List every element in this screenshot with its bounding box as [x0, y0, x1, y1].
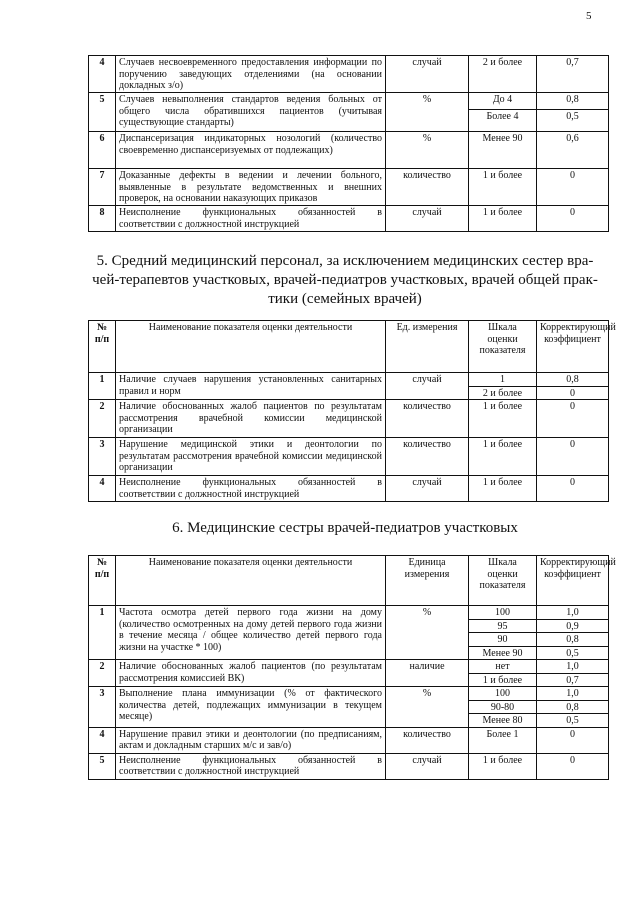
indicator-name: Неисполнение функциональных обязанностей в соответствии с должностной инструкцией [116, 753, 386, 779]
row-number: 8 [89, 206, 116, 232]
section-5-title-line: 5. Средний медицинский персонал, за исключением медицинских сестер вра- [96, 253, 594, 269]
row-number: 6 [89, 132, 116, 169]
table-row [89, 373, 609, 387]
section-5-title [80, 252, 610, 309]
coefficient-cell: 0,8 [537, 633, 609, 647]
table-row [89, 169, 609, 206]
coefficient-cell: 1,0 [537, 687, 609, 701]
scale-cell: 2 и более [469, 56, 537, 93]
indicator-name: Диспансеризация индикаторных нозологий (количество своевременно диспансеризуемых от подлежащих) [116, 132, 386, 169]
header-number: № п/п [89, 556, 116, 606]
section-6-title: 6. Медицинские сестры врачей-педиатров участковых [172, 520, 518, 536]
table-row [89, 753, 609, 779]
header-unit: Единица измерения [386, 556, 469, 606]
scale-cell: 1 [469, 373, 537, 387]
row-number: 2 [89, 660, 116, 687]
scale-cell: Менее 80 [469, 714, 537, 728]
coefficient-cell: 0 [537, 386, 609, 400]
coefficient-cell: 1,0 [537, 606, 609, 620]
indicator-name: Неисполнение функциональных обязанностей в соответствии с должностной инструкцией [116, 206, 386, 232]
coefficient-cell: 0 [537, 400, 609, 438]
row-number: 2 [89, 400, 116, 438]
scale-cell: 100 [469, 606, 537, 620]
section-5-title-line: чей-терапевтов участковых, врачей-педиатров участковых, врачей общей прак- [92, 272, 598, 288]
row-number: 3 [89, 687, 116, 728]
coefficient-cell: 0,7 [537, 673, 609, 687]
scale-cell: 1 и более [469, 673, 537, 687]
indicator-name: Случаев невыполнения стандартов ведения больных от общего числа обратившихся пациентов (учитывая существующие стандарты) [116, 93, 386, 132]
scale-cell: 1 и более [469, 438, 537, 476]
coefficient-cell: 0,8 [537, 373, 609, 387]
table-row [89, 727, 609, 753]
scale-cell: Менее 90 [469, 132, 537, 169]
unit-cell: количество [386, 727, 469, 753]
indicator-name: Неисполнение функциональных обязанностей в соответствии с должностной инструкцией [116, 476, 386, 502]
header-unit: Ед. измерения [386, 321, 469, 373]
unit-cell: % [386, 606, 469, 660]
table-row [89, 132, 609, 169]
table-row [89, 93, 609, 110]
unit-cell: случай [386, 753, 469, 779]
unit-cell: случай [386, 373, 469, 400]
table-row [89, 438, 609, 476]
row-number: 4 [89, 56, 116, 93]
table-row [89, 206, 609, 232]
scale-cell: Более 1 [469, 727, 537, 753]
coefficient-cell: 0,5 [537, 110, 609, 132]
scale-cell: До 4 [469, 93, 537, 110]
indicator-name: Случаев несвоевременного предоставления информации по поручению заведующих отделениями (на основании докладных з/о) [116, 56, 386, 93]
unit-cell: количество [386, 400, 469, 438]
scale-cell: 100 [469, 687, 537, 701]
scale-cell: нет [469, 660, 537, 674]
header-number: № п/п [89, 321, 116, 373]
scale-cell: Более 4 [469, 110, 537, 132]
unit-cell: % [386, 93, 469, 132]
row-number: 7 [89, 169, 116, 206]
scale-cell: 90-80 [469, 700, 537, 714]
performance-table-continued [88, 55, 609, 232]
coefficient-cell: 0,8 [537, 700, 609, 714]
row-number: 1 [89, 606, 116, 660]
unit-cell: случай [386, 56, 469, 93]
coefficient-cell: 0,7 [537, 56, 609, 93]
row-number: 4 [89, 476, 116, 502]
coefficient-cell: 0 [537, 753, 609, 779]
unit-cell: наличие [386, 660, 469, 687]
page-number: 5 [586, 10, 592, 22]
coefficient-cell: 0,8 [537, 93, 609, 110]
header-indicator: Наименование показателя оценки деятельности [116, 556, 386, 606]
header-coefficient: Корректирующий коэффициент [537, 556, 609, 606]
coefficient-cell: 0 [537, 206, 609, 232]
coefficient-cell: 0 [537, 476, 609, 502]
coefficient-cell: 0 [537, 169, 609, 206]
table-header-row [89, 321, 609, 373]
header-scale: Шкала оценки показателя [469, 556, 537, 606]
scale-cell: 90 [469, 633, 537, 647]
row-number: 3 [89, 438, 116, 476]
indicator-name: Наличие обоснованных жалоб пациентов (по результатам рассмотрения комиссией ВК) [116, 660, 386, 687]
unit-cell: количество [386, 169, 469, 206]
coefficient-cell: 0 [537, 727, 609, 753]
header-indicator: Наименование показателя оценки деятельности [116, 321, 386, 373]
row-number: 1 [89, 373, 116, 400]
scale-cell: Менее 90 [469, 646, 537, 660]
unit-cell: случай [386, 206, 469, 232]
indicator-name: Нарушение правил этики и деонтологии (по предписаниям, актам и докладным старших м/с и зав/о) [116, 727, 386, 753]
coefficient-cell: 0,6 [537, 132, 609, 169]
section-5-title-line: тики (семейных врачей) [268, 291, 422, 307]
indicator-name: Частота осмотра детей первого года жизни на дому (количество осмотренных на дому детей первого года жизни в течение месяца / общее количество детей первого года жизни на участке * 100) [116, 606, 386, 660]
indicator-name: Наличие обоснованных жалоб пациентов по результатам рассмотрения врачебной комиссии медицинской организации [116, 400, 386, 438]
table-row [89, 687, 609, 701]
unit-cell: % [386, 132, 469, 169]
table-row [89, 476, 609, 502]
indicator-name: Наличие случаев нарушения установленных санитарных правил и норм [116, 373, 386, 400]
table-row [89, 660, 609, 674]
section-5-table [88, 320, 616, 502]
scale-cell: 2 и более [469, 386, 537, 400]
table-row [89, 56, 609, 93]
unit-cell: количество [386, 438, 469, 476]
header-coefficient: Корректирующий коэффициент [537, 321, 609, 373]
unit-cell: случай [386, 476, 469, 502]
row-number: 4 [89, 727, 116, 753]
table-row [89, 606, 609, 620]
scale-cell: 1 и более [469, 753, 537, 779]
table-header-row [89, 556, 609, 606]
scale-cell: 1 и более [469, 476, 537, 502]
table-row [89, 400, 609, 438]
coefficient-cell: 0,9 [537, 619, 609, 633]
header-scale: Шкала оценки показателя [469, 321, 537, 373]
coefficient-cell: 0 [537, 438, 609, 476]
section-6-table [88, 555, 616, 780]
scale-cell: 95 [469, 619, 537, 633]
scale-cell: 1 и более [469, 400, 537, 438]
row-number: 5 [89, 93, 116, 132]
indicator-name: Доказанные дефекты в ведении и лечении больного, выявленные в результате ведомственных и внешних проверок, на основании наказующих приказов [116, 169, 386, 206]
indicator-name: Выполнение плана иммунизации (% от фактического количества детей, подлежащих иммунизации в текущем месяце) [116, 687, 386, 728]
coefficient-cell: 0,5 [537, 646, 609, 660]
row-number: 5 [89, 753, 116, 779]
unit-cell: % [386, 687, 469, 728]
scale-cell: 1 и более [469, 169, 537, 206]
coefficient-cell: 1,0 [537, 660, 609, 674]
coefficient-cell: 0,5 [537, 714, 609, 728]
indicator-name: Нарушение медицинской этики и деонтологии по результатам рассмотрения врачебной комиссии медицинской организации [116, 438, 386, 476]
scale-cell: 1 и более [469, 206, 537, 232]
